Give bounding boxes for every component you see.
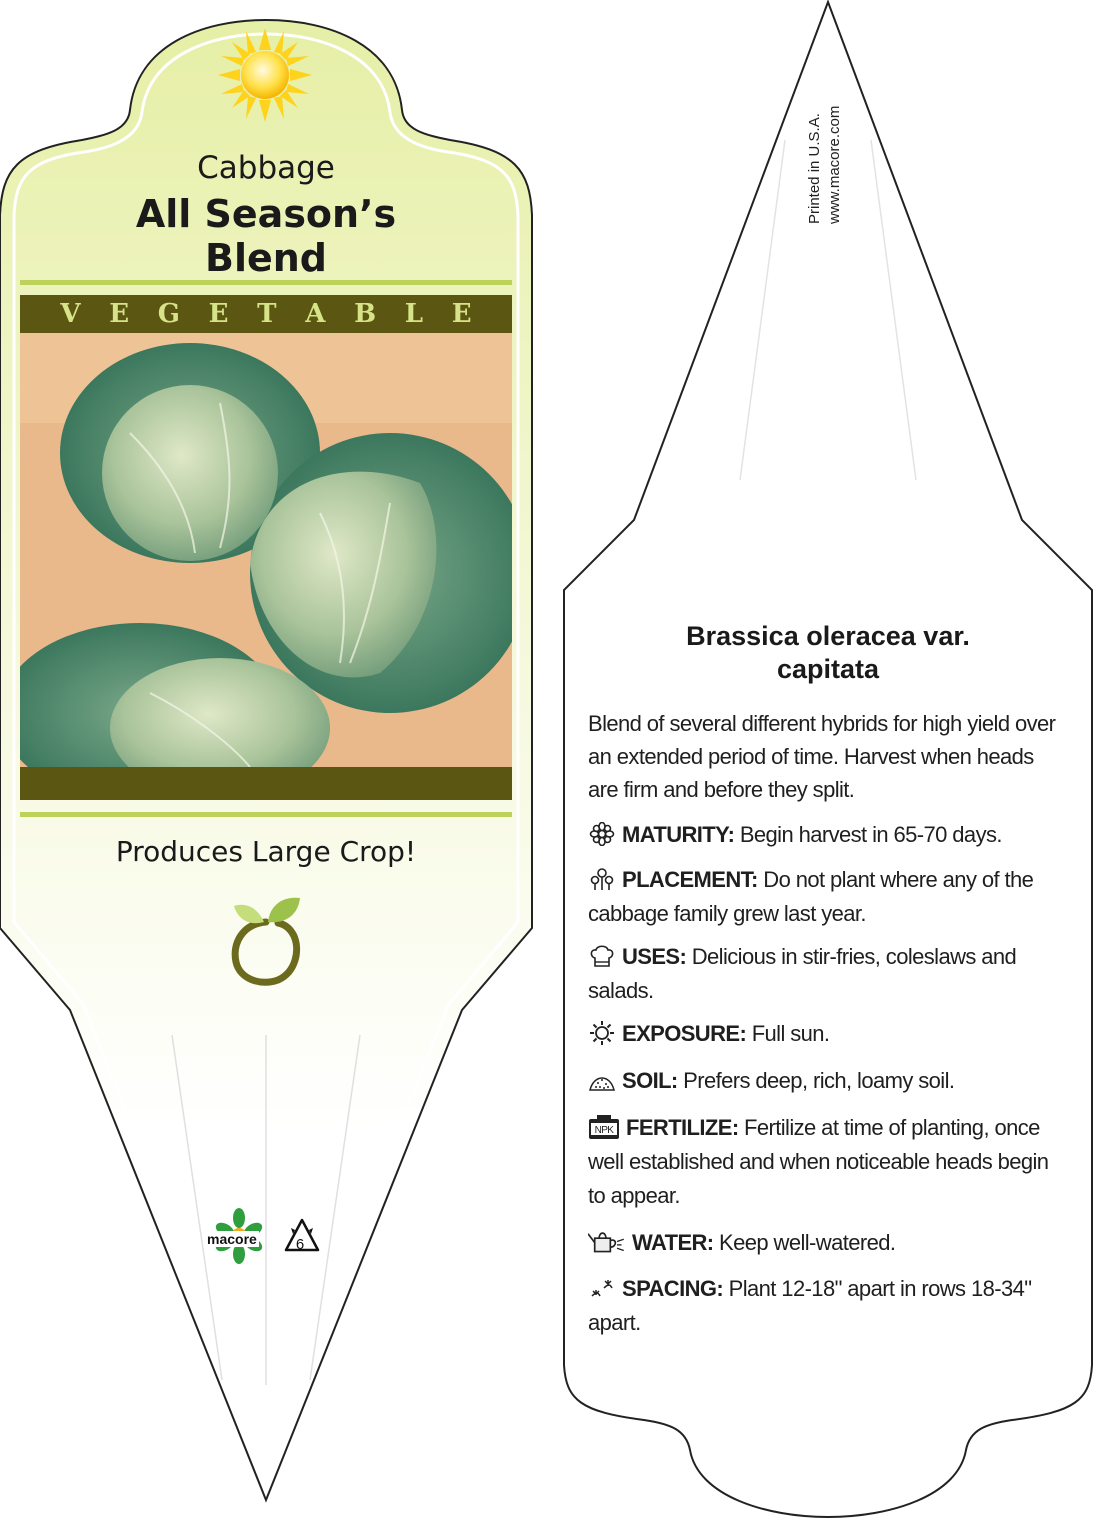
scientific-name-line2: capitata [776, 654, 880, 684]
category-letter: E [109, 299, 130, 329]
care-item-soil [588, 1064, 1068, 1098]
care-item-fertilize [588, 1111, 1068, 1213]
care-label: USES: [622, 944, 687, 969]
care-label: PLACEMENT: [622, 867, 758, 892]
care-item-exposure [588, 1017, 1068, 1051]
care-item-uses [588, 940, 1068, 1008]
watering-can-icon [588, 1227, 626, 1251]
print-info [805, 64, 845, 234]
care-text: Fertilize at time of planting, once well established and when noticeable heads begin to appear. [588, 1115, 1049, 1208]
care-label: WATER: [632, 1230, 714, 1255]
care-text: Keep well-watered. [713, 1230, 896, 1255]
care-text: Prefers deep, rich, loamy soil. [677, 1068, 955, 1093]
chef-hat-icon [588, 944, 616, 968]
slogan: Produces Large Crop! [115, 835, 417, 868]
care-text: Begin harvest in 65-70 days. [734, 822, 1002, 847]
sprout-logo-icon [228, 892, 304, 988]
care-label: SOIL: [622, 1068, 678, 1093]
cabbage-photo [20, 333, 512, 767]
svg-text:NPK: NPK [594, 1125, 614, 1136]
bottom-band [20, 767, 512, 800]
npk-icon [588, 1115, 620, 1139]
category-letter: B [354, 299, 377, 329]
category-letter: G [157, 299, 180, 329]
category-letter: E [208, 299, 229, 329]
care-item-spacing [588, 1272, 1068, 1340]
recycle-code: 6 [295, 1236, 305, 1253]
care-label: EXPOSURE: [622, 1021, 747, 1046]
sun-outline-icon [588, 1021, 616, 1045]
printed-in: Printed in U.S.A. [806, 113, 823, 224]
scientific-name-line1: Brassica oleracea var. [686, 621, 970, 651]
category-letter: T [257, 299, 277, 329]
care-text: Full sun. [746, 1021, 830, 1046]
care-item-water [588, 1226, 1068, 1260]
care-item-maturity [588, 818, 1068, 852]
flower-icon [588, 822, 616, 846]
macore-logo-text: macore [207, 1231, 257, 1247]
soil-icon [588, 1068, 616, 1092]
care-text: Delicious in stir-fries, coleslaws and salads. [588, 944, 1017, 1003]
care-item-placement [588, 863, 1068, 931]
bottom-green-rule [20, 812, 512, 817]
category-band [20, 295, 512, 333]
category-letter: V [60, 299, 81, 329]
care-label: SPACING: [622, 1276, 724, 1301]
top-green-rule [20, 280, 512, 285]
scientific-name [590, 620, 1066, 686]
spacing-icon [588, 1276, 616, 1300]
category-letter: L [404, 299, 424, 329]
care-text: Do not plant where any of the cabbage family grew last year. [588, 867, 1034, 926]
sun-icon [216, 26, 314, 124]
care-label: MATURITY: [622, 822, 735, 847]
category-letter: A [305, 299, 326, 329]
website: www.macore.com [826, 105, 843, 224]
care-label: FERTILIZE: [626, 1115, 739, 1140]
variety-name: All Season’s Blend [135, 192, 397, 280]
common-name: Cabbage [197, 150, 335, 186]
plants-icon [588, 867, 616, 891]
care-text: Plant 12-18" apart in rows 18-34" apart. [588, 1276, 1032, 1335]
description: Blend of several different hybrids for high yield over an extended period of time. Harvest when heads are firm and before they split. [588, 711, 1056, 802]
category-letter: E [451, 299, 472, 329]
